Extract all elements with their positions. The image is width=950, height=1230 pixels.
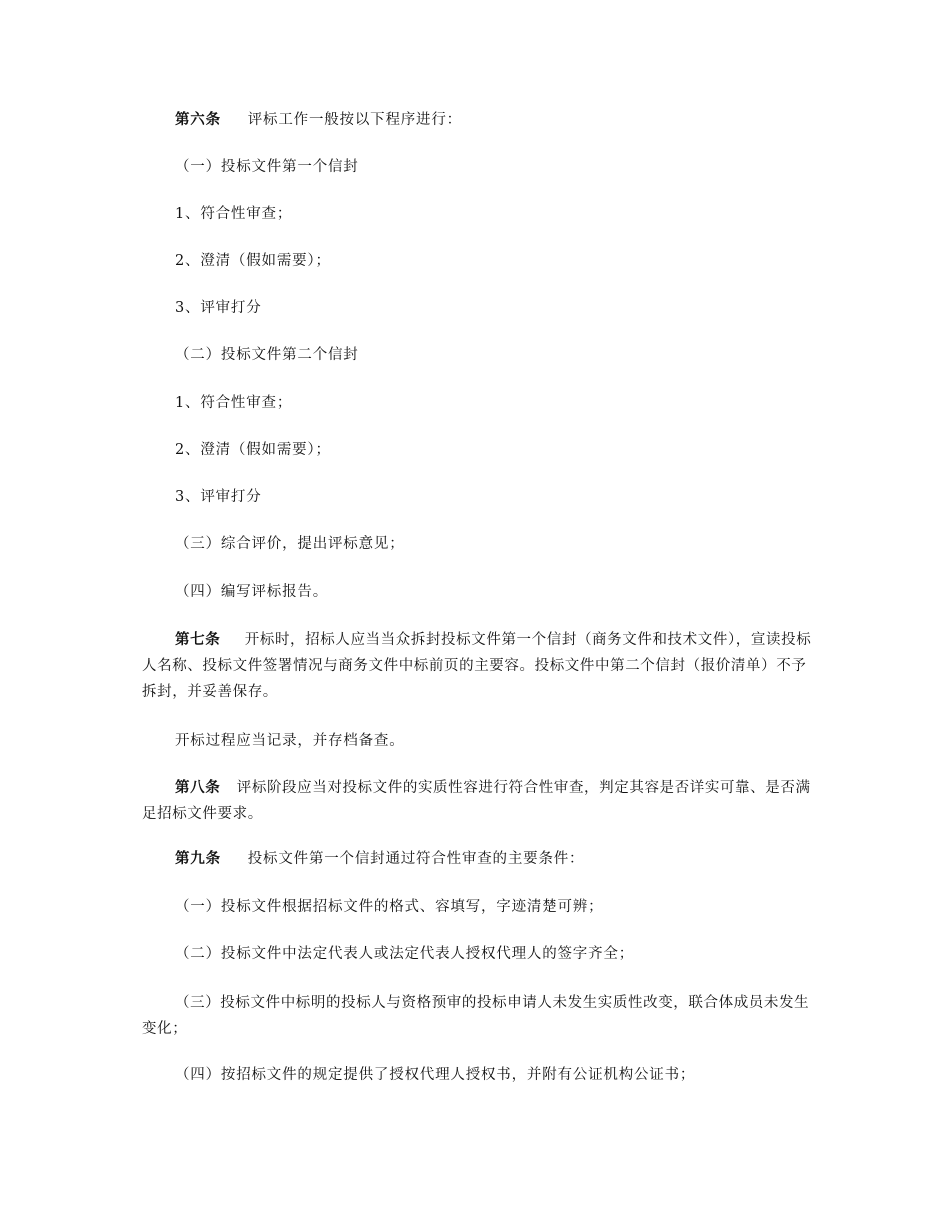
- article-7-note: 开标过程应当记录，并存档备查。: [175, 733, 405, 749]
- list-item: （一）投标文件第一个信封: [175, 159, 359, 175]
- article-9-label: 第九条: [175, 850, 221, 867]
- list-item: 2、澄清（假如需要）；: [175, 442, 331, 458]
- list-item: （四）按招标文件的规定提供了授权代理人授权书，并附有公证机构公证书；: [175, 1067, 696, 1083]
- list-item: 1、符合性审查；: [175, 395, 293, 411]
- article-7-text: 开标时，招标人应当当众拆封投标文件第一个信封（商务文件和技术文件），宣读投标人名称、投标文件签署情况与商务文件中标前页的主要容。投标文件中第二个信封（报价清单）不予拆封，并妥善保存。: [142, 632, 812, 700]
- list-item: （二）投标文件第二个信封: [175, 347, 359, 363]
- list-item: 3、评审打分: [175, 300, 262, 316]
- list-item: 2、澄清（假如需要）；: [175, 253, 331, 269]
- article-6-label: 第六条: [175, 111, 221, 128]
- article-6: [175, 109, 462, 131]
- article-8: [142, 775, 812, 827]
- article-9: [175, 848, 584, 870]
- list-item: （三）投标文件中标明的投标人与资格预审的投标申请人未发生实质性改变，联合体成员未发生变化；: [142, 995, 810, 1037]
- list-item: （二）投标文件中法定代表人或法定代表人授权代理人的签字齐全；: [175, 946, 634, 962]
- article-9-text: 投标文件第一个信封通过符合性审查的主要条件：: [247, 851, 585, 867]
- list-item: （一）投标文件根据招标文件的格式、容填写，字迹清楚可辨；: [175, 899, 604, 915]
- article-8-text: 评标阶段应当对投标文件的实质性容进行符合性审查，判定其容是否详实可靠、是否满足招标文件要求。: [142, 780, 811, 822]
- list-item: （三）综合评价，提出评标意见；: [175, 536, 405, 552]
- list-item: 3、评审打分: [175, 489, 262, 505]
- article-7: [142, 627, 812, 705]
- article-7-label: 第七条: [175, 631, 221, 648]
- article-6-text: 评标工作一般按以下程序进行：: [247, 112, 462, 128]
- list-item: 1、符合性审查；: [175, 206, 293, 222]
- article-8-label: 第八条: [175, 779, 221, 796]
- list-item: （四）编写评标报告。: [175, 584, 328, 600]
